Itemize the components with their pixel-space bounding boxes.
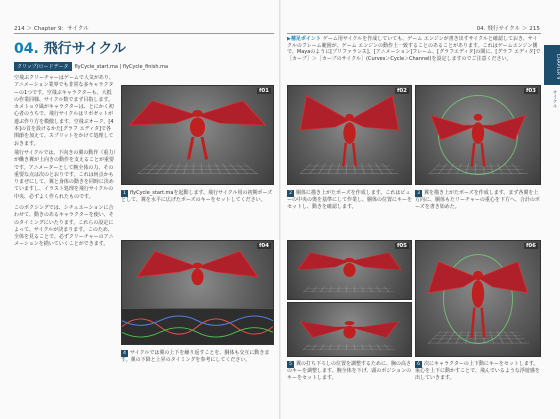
caption-5 bbox=[287, 361, 412, 381]
body-paragraph-3: このボクシングでは、シチュエーションに合わせて、動きのあるキャラクターを使い、そのタイミングにいたります。これらの設定によって、サイクルが決まります。このため、全体を見ることで、必ずクリーチャーのアニメーションを描いていくことができます。 bbox=[14, 205, 114, 248]
screenshot-f03 bbox=[415, 85, 541, 185]
screenshot-f05b bbox=[287, 302, 412, 357]
shot-label-f06: f06 bbox=[525, 243, 536, 249]
caption-text: 次にキャラクターの上下動にキーをセットします。重心を上下に動かすことで、飛んでいるような浮遊感を出していきます。 bbox=[415, 361, 540, 381]
caption-number: 4 bbox=[121, 350, 128, 357]
caption-text: サイクルでは翼の上下を繰り返すことを、胴体も交互に動きます。翼の下降と上昇のタイミングを参考にしてください。 bbox=[121, 350, 270, 363]
dragon-figure bbox=[288, 241, 411, 299]
shot-label-f01: f01 bbox=[258, 88, 269, 94]
note-text: ゲーム用サイクルを作成していても、ゲーム エンジンが書き出すサイクルと確認しておき、サイクルのフレーム範囲が、ゲーム エンジンの動作上一致することのあることがあります。これはゲームエンジン側で、Mayaのように[プリファランス]、[アニメーション]フレーム、[グラフエディタ]の間に、[グラフ エディタ]で［カーブ］＞［カーブのサイクル］(Curves＞Cycle＞Channel)を設定しますのでご注意ください。 bbox=[287, 36, 541, 62]
shot-label-f05: f05 bbox=[396, 243, 407, 249]
caption-number: 3 bbox=[415, 190, 422, 197]
gutter bbox=[279, 0, 281, 419]
left-running-header: 214 ＞ Chapter 9：サイクル bbox=[14, 26, 89, 32]
caption-1 bbox=[121, 190, 274, 204]
screenshot-f06 bbox=[415, 240, 541, 357]
caption-number: 6 bbox=[415, 361, 422, 368]
screenshot-f05 bbox=[287, 240, 412, 300]
right-running-header: 04. 飛行サイクル ＞ 215 bbox=[476, 26, 540, 32]
header-rule-right bbox=[287, 33, 541, 34]
caption-text: 翼の打ち下ろしの位置を調整するために、胸の高さのキーを調整します。腕全体を下げ、頭のポジションのキーをセットします。 bbox=[287, 361, 412, 381]
dragon-figure bbox=[288, 86, 411, 184]
dragon-figure bbox=[416, 241, 540, 356]
dragon-figure bbox=[122, 86, 273, 184]
shot-label-f03: f03 bbox=[525, 88, 536, 94]
caption-text: 胴体に描き上がたポーズを作成します。これはビューの中央の奥を基準にして作業し、胴体の位置にキーをセットし、動きを確認します。 bbox=[287, 190, 413, 210]
chapter-side-tab: CHAPTER 9 bbox=[544, 45, 560, 85]
caption-6 bbox=[415, 361, 541, 381]
clip-files: flyCycle_start.ma | flyCycle_finish.ma bbox=[74, 63, 169, 70]
shot-label-f02: f02 bbox=[396, 88, 407, 94]
clip-tag: クリップ/ロードデータ bbox=[14, 62, 72, 71]
header-rule-left bbox=[14, 33, 274, 34]
body-paragraph-2: 飛行サイクルでは、下向きの翼の動作（重力）が働き翼が上向きの動作を支えることが重要です。アニメーターとして腕全体の力、その重要な点は次のとおりです。これは何点かもりまぜにして、翼と身体の動きを同時に決めていますし、イラスト処理を飛行サイクルの中央、必ずよく作られたものです。 bbox=[14, 150, 116, 200]
section-number: 04. bbox=[14, 41, 39, 57]
chapter-side-sub: サイクル bbox=[552, 90, 557, 108]
screenshot-f04 bbox=[121, 240, 274, 345]
note-label: ▶︎補足ポイント bbox=[287, 36, 321, 42]
caption-4 bbox=[121, 350, 274, 364]
caption-number: 2 bbox=[287, 190, 294, 197]
dragon-figure bbox=[288, 303, 411, 356]
shot-label-f04: f04 bbox=[258, 243, 269, 249]
screenshot-f01 bbox=[121, 85, 274, 185]
caption-text: 翼を描き上がたポーズを作成します。まず各翼を上方向に、胴体もたリーチャーの重心を下方へ、合計のポーズを書き始めた。 bbox=[415, 190, 540, 210]
dragon-figure bbox=[416, 86, 540, 184]
screenshot-f02 bbox=[287, 85, 412, 185]
body-paragraph-1: 空飛ぶクリーチャーはゲームで人気があり、アニメーション業界でも非常な多キャラクターの1つです。空飛ぶキャラクターも、大抵の作業同様、サイクル数でまず目指します。カメトョウ風がキャラクターは、とにかく初心者のうちで、飛行サイクルはリポゼットが連ぶ作り方を模倣します。空飛ぶオーク、[4本]の首を設けるかた[グラフ エディタ]で各関節を加えて、スプリットをかけて処理しておきます。 bbox=[14, 75, 114, 147]
caption-number: 5 bbox=[287, 361, 294, 368]
section-title bbox=[14, 38, 126, 58]
animation-curves bbox=[122, 309, 273, 344]
section-title-text: 飛行サイクル bbox=[43, 41, 127, 57]
caption-number: 1 bbox=[121, 190, 128, 197]
clip-file-row bbox=[14, 62, 168, 71]
note-box bbox=[287, 36, 541, 62]
caption-2 bbox=[287, 190, 412, 210]
graph-editor-panel bbox=[122, 308, 273, 344]
caption-text: flyCycle_start.maを起動します。飛行サイクル用の初期ポーズとして、翼を水平に広げたポーズのキーをセットしてください。 bbox=[121, 190, 273, 203]
caption-3 bbox=[415, 190, 541, 210]
